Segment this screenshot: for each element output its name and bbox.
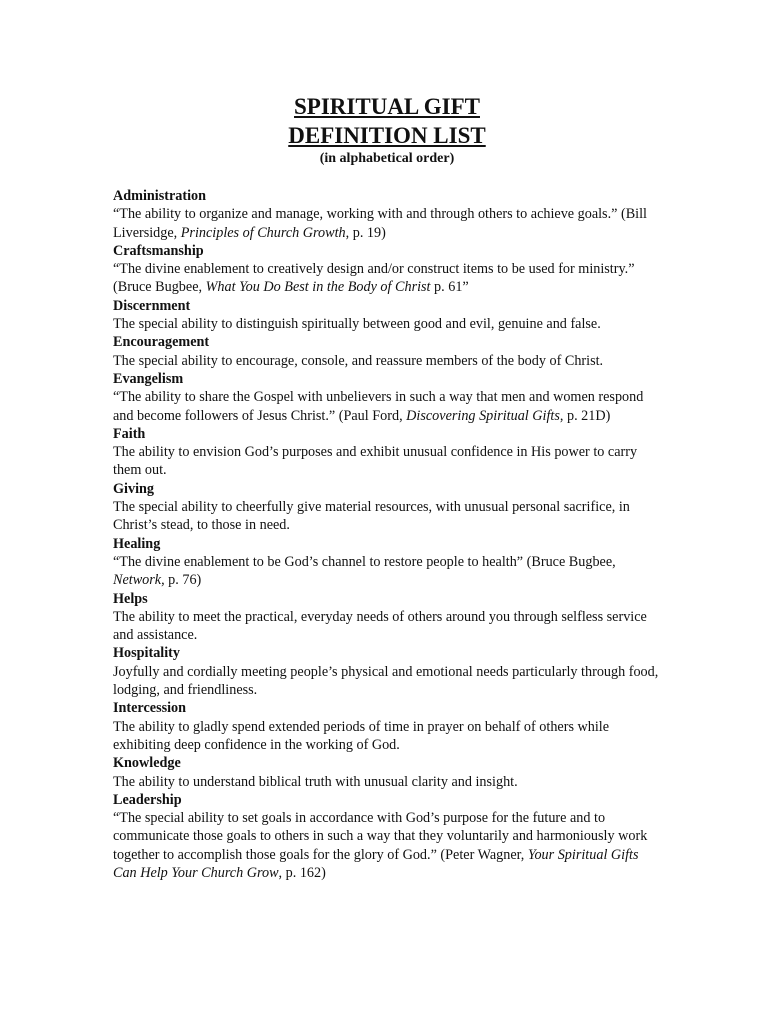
definition-text: The special ability to cheerfully give material resources, with unusual personal sacrifice, in Christ’s stead, to those in need. [113,499,630,534]
title-line-1: SPIRITUAL GIFT [294,94,480,119]
definition-text: , p. 21D) [559,407,611,424]
gift-entry [113,535,661,590]
gift-term: Craftsmanship [113,242,204,259]
gift-definition [113,443,661,480]
gift-entry [113,242,661,297]
gift-term: Faith [113,425,146,442]
gift-term: Leadership [113,791,182,808]
definition-text: “The special ability to set goals in accordance with God’s purpose for the future and to communicate those goals to others in such a way that they voluntarily and harmoniously work together to accomplish those goals for the glory of God.” (Peter Wagner, [113,810,648,863]
gift-definition [113,205,661,242]
definition-text: Joyfully and cordially meeting people’s physical and emotional needs particularly through food, lodging, and friendliness. [113,663,659,699]
gift-definition [113,388,661,425]
gift-entry [113,297,661,334]
gift-definition [113,809,661,882]
document-page [113,92,661,882]
gift-entry [113,754,661,791]
gift-term: Giving [113,480,154,497]
gift-term: Healing [113,535,161,552]
definition-text: The ability to gladly spend extended periods of time in prayer on behalf of others while exhibiting deep confidence in the working of God. [113,718,610,753]
gift-term: Administration [113,188,207,204]
gift-entry [113,480,661,535]
definition-text: , p. 162) [278,864,326,881]
definition-text: “The divine enablement to be God’s channel to restore people to health” (Bruce Bugbee, [113,553,616,570]
definition-text: , p. 19) [345,224,386,241]
gift-entry [113,644,661,699]
gift-entry [113,370,661,425]
citation-title: Principles of Church Growth [180,224,346,241]
gift-entry [113,590,661,645]
gift-definition [113,608,661,645]
gift-definition [113,498,661,535]
gift-definition [113,773,661,791]
definition-text: The special ability to encourage, console, and reassure members of the body of Christ. [113,352,604,369]
definition-text: The ability to envision God’s purposes and exhibit unusual confidence in His power to carry them out. [113,444,638,479]
definition-text: p. 61” [430,279,469,296]
citation-title: What You Do Best in the Body of Christ [205,279,431,296]
gift-definition [113,315,661,333]
definition-text: “The ability to share the Gospel with unbelievers in such a way that men and women respond and become followers of Jesus Christ.” (Paul Ford, [113,389,644,424]
gift-entry [113,425,661,480]
definition-text: “The ability to organize and manage, working with and through others to achieve goals.” (Bill Liversidge, [113,206,647,241]
gift-entry [113,333,661,370]
citation-title: Network [113,572,162,589]
definition-text: , p. 76) [161,572,202,589]
gift-definition-list [113,187,661,882]
gift-entry [113,791,661,882]
gift-term: Evangelism [113,370,184,387]
gift-term: Hospitality [113,645,181,662]
gift-term: Discernment [113,297,191,314]
definition-text: The ability to meet the practical, everyday needs of others around you through selfless service and assistance. [113,608,647,644]
gift-definition [113,663,661,700]
title-line-2: DEFINITION LIST [288,123,486,148]
definition-text: The ability to understand biblical truth with unusual clarity and insight. [113,773,518,790]
gift-definition [113,553,661,590]
citation-title: Discovering Spiritual Gifts [406,407,560,424]
gift-term: Knowledge [113,755,181,772]
definition-text: The special ability to distinguish spiritually between good and evil, genuine and false. [113,316,601,333]
gift-definition [113,260,661,297]
gift-entry [113,699,661,754]
subtitle: (in alphabetical order) [319,151,455,166]
gift-entry [113,187,661,242]
gift-term: Intercession [113,700,187,717]
gift-term: Helps [113,590,148,607]
gift-definition [113,718,661,755]
gift-definition [113,352,661,370]
citation-title: Your Spiritual Gifts Can Help Your Church Grow [113,846,639,881]
gift-term: Encouragement [113,334,210,351]
definition-text: “The divine enablement to creatively design and/or construct items to be used for ministry.” (Bruce Bugbee, [113,261,635,296]
